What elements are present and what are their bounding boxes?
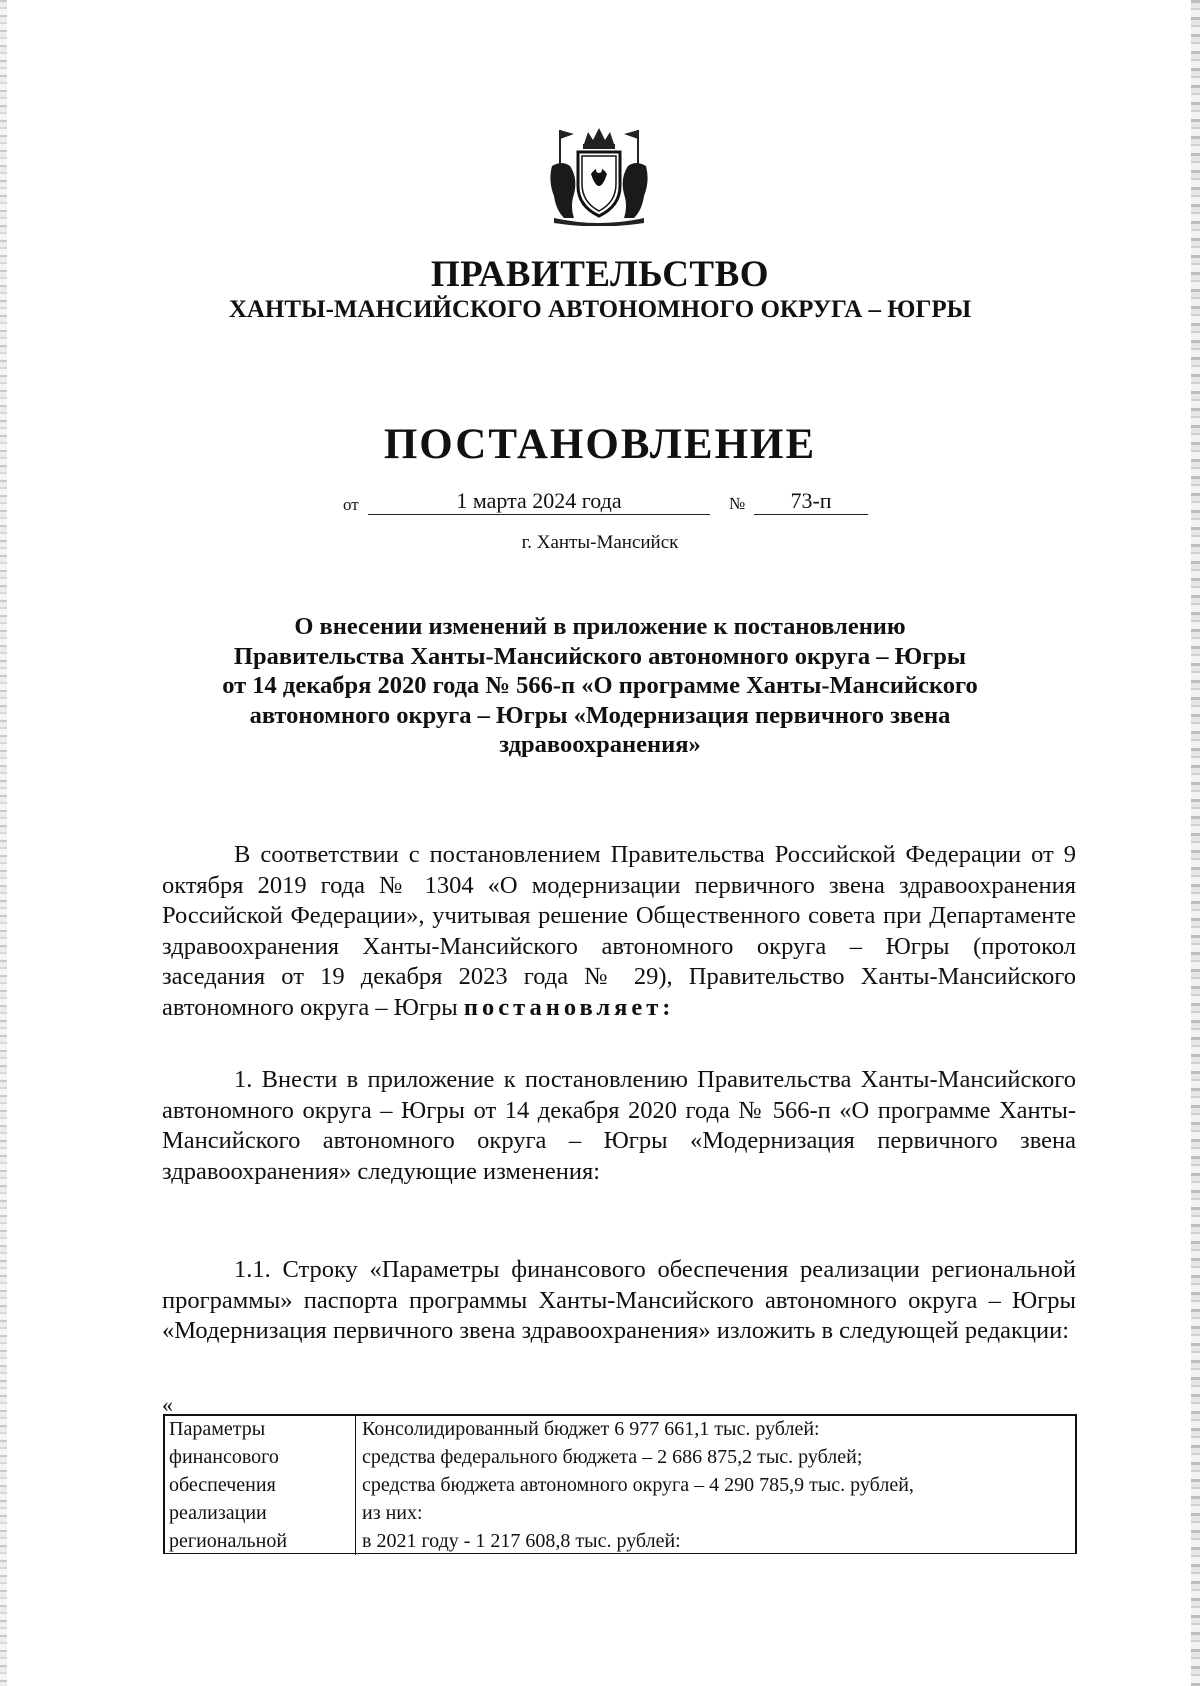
subject-line: здравоохранения» [499, 731, 701, 758]
coat-of-arms-emblem [544, 126, 654, 226]
value-line: средства федерального бюджета – 2 686 875,2 тыс. рублей; [362, 1446, 863, 1468]
preamble-text: В соответствии с постановлением Правительства Российской Федерации от 9 октября 2019 года № 1304 «О модернизации первичного звена здравоохранения Российской Федерации», учитывая решение Общественного совета при Департаменте здравоохранения Ханты-Мансийского автономного округа – Югры (протокол заседания от 19 декабря 2023 года № 29), Правительство Ханты-Мансийского автономного округа – Югры [162, 841, 1076, 1021]
subject-line: О внесении изменений в приложение к постановлению [294, 613, 906, 640]
region-title: ХАНТЫ-МАНСИЙСКОГО АВТОНОМНОГО ОКРУГА – ЮГРЫ [228, 296, 972, 323]
date-number-line [0, 488, 1200, 518]
opening-quote: « [162, 1392, 173, 1417]
document-number: 73-п [754, 488, 868, 515]
table-row [163, 1415, 1077, 1555]
value-line: Консолидированный бюджет 6 977 661,1 тыс. рублей: [362, 1418, 820, 1440]
preamble-paragraph [162, 840, 1076, 1023]
decree-word: постановляет: [463, 993, 675, 1021]
date-prefix: от [343, 495, 359, 514]
parameter-value-cell [356, 1415, 1078, 1555]
document-type-title: ПОСТАНОВЛЕНИЕ [383, 421, 817, 468]
subject-line: Правительства Ханты-Мансийского автономного округа – Югры [233, 642, 967, 670]
subject-line: автономного округа – Югры «Модернизация первичного звена [249, 701, 951, 729]
label-line: реализации [169, 1502, 267, 1524]
financial-parameters-table [163, 1415, 1077, 1555]
value-line: из них: [362, 1502, 423, 1524]
document-subject [170, 612, 1030, 760]
label-line: Параметры [169, 1418, 266, 1440]
city-line: г. Ханты-Мансийск [521, 532, 679, 553]
label-line: обеспечения [169, 1474, 276, 1496]
label-line: финансового [169, 1446, 279, 1468]
label-line: региональной [169, 1530, 288, 1552]
government-title: ПРАВИТЕЛЬСТВО [430, 254, 770, 295]
parameter-label-cell [163, 1415, 356, 1555]
value-line: средства бюджета автономного округа – 4 290 785,9 тыс. рублей, [362, 1474, 914, 1496]
item-1-1-paragraph: 1.1. Строку «Параметры финансового обеспечения реализации региональной программы» паспорта программы Ханты-Мансийского автономного округа – Югры «Модернизация первичного звена здравоохранения» изложить в следующей редакции: [162, 1256, 1076, 1344]
subject-line: от 14 декабря 2020 года № 566-п «О программе Ханты-Мансийского [222, 672, 978, 699]
number-prefix: № [729, 494, 746, 513]
document-date: 1 марта 2024 года [368, 488, 710, 515]
value-line: в 2021 году - 1 217 608,8 тыс. рублей: [362, 1530, 681, 1552]
item-1-paragraph: 1. Внести в приложение к постановлению Правительства Ханты-Мансийского автономного округа – Югры от 14 декабря 2020 года № 566-п «О программе Ханты-Мансийского автономного округа – Югры «Модернизация первичного звена здравоохранения» следующие изменения: [162, 1066, 1076, 1185]
